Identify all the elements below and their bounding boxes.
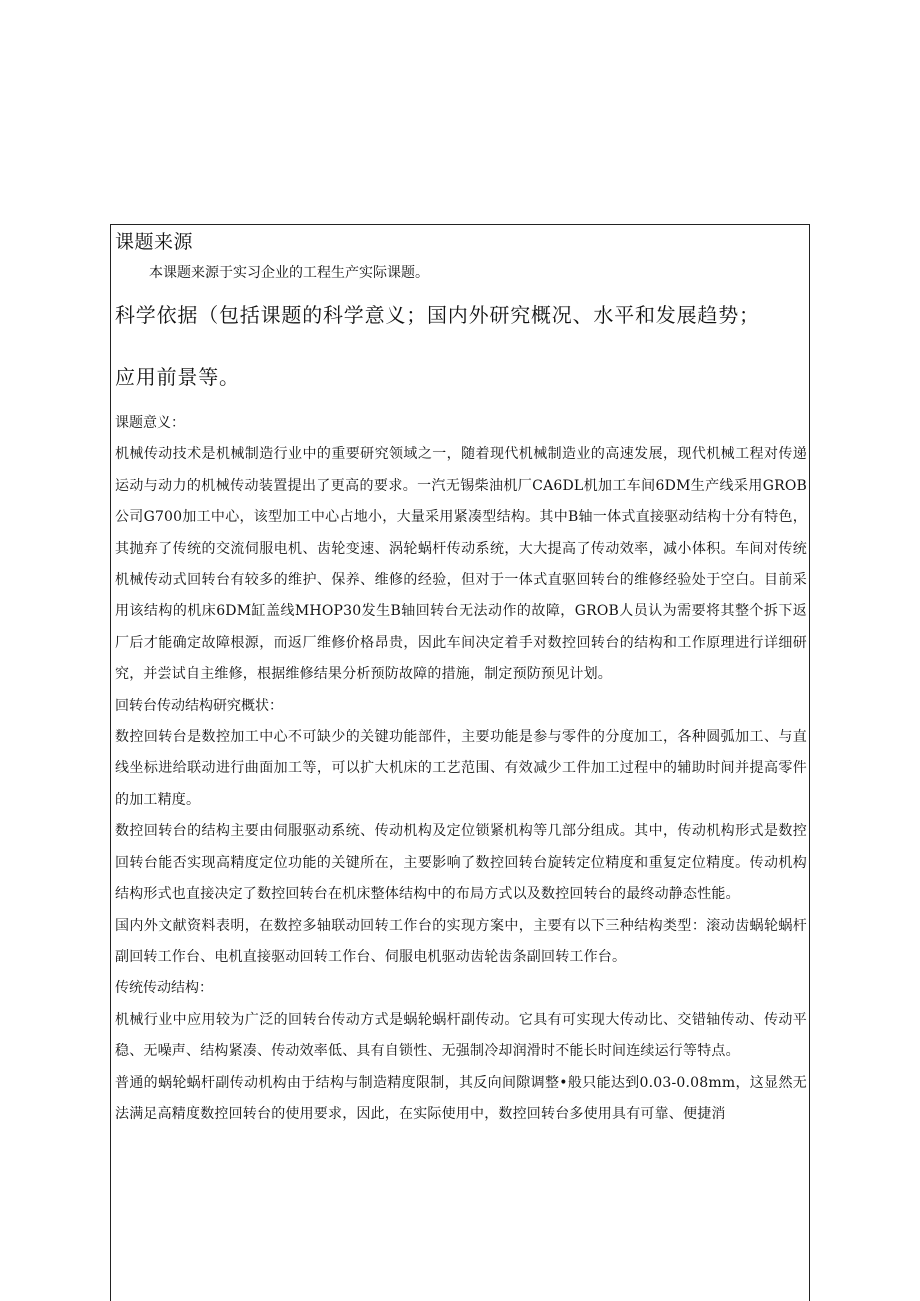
- traditional-paragraph-2: 普通的蜗轮蜗杆副传动机构由于结构与制造精度限制，其反向间隙调整•般只能达到0.03-0.08mm，这显然无法满足高精度数控回转台的使用要求，因此，在实际使用中，数控回转台多使用具有可靠、便捷消: [115, 1074, 807, 1122]
- report-table-cell: [110, 224, 810, 1301]
- status-label: 回转台传动结构研究概状：: [115, 697, 283, 714]
- significance-label: 课题意义：: [115, 415, 185, 431]
- status-paragraph-3: 国内外文献资料表明，在数控多轴联动回转工作台的实现方案中，主要有以下三种结构类型：滚动齿蜗轮蜗杆副回转工作台、电机直接驱动回转工作台、伺服电机驱动齿轮齿条副回转工作台。: [115, 917, 807, 965]
- significance-paragraph: 机械传动技术是机械制造行业中的重要研究领域之一，随着现代机械制造业的高速发展，现代机械工程对传递运动与动力的机械传动装置提出了更高的要求。一汽无锡柴油机厂CA6DL机加工车间6DM生产线采用GROB公司G700加工中心，该型加工中心占地小，大量采用紧凑型结构。其中B轴一体式直接驱动结构十分有特色，其抛弃了传统的交流伺服电机、齿轮变速、涡轮蜗杆传动系统，大大提高了传动效率，减小体积。车间对传统机械传动式回转台有较多的维护、保养、维修的经验，但对于一体式直驱回转台的维修经验处于空白。目前采用该结构的机床6DM缸盖线MHOP30发生B轴回转台无法动作的故障，GROB人员认为需要将其整个拆下返厂后才能确定故障根源，而返厂维修价格昂贵，因此车间决定着手对数控回转台的结构和工作原理进行详细研究，并尝试自主维修，根据维修结果分析预防故障的措施，制定预防预见计划。: [115, 446, 807, 683]
- traditional-paragraph-1: 机械行业中应用较为广泛的回转台传动方式是蜗轮蜗杆副传动。它具有可实现大传动比、交错轴传动、传动平稳、无噪声、结构紧凑、传动效率低、具有自锁性、无强制冷却润滑时不能长时间连续运行等特点。: [115, 1011, 807, 1060]
- report-content: [111, 226, 809, 1130]
- source-heading: 课题来源: [115, 231, 194, 253]
- basis-heading: 科学依据（包括课题的科学意义；国内外研究概况、水平和发展趋势；应用前景等。: [115, 303, 760, 389]
- source-body: 本课题来源于实习企业的工程生产实际课题。: [149, 265, 429, 281]
- traditional-label: 传统传动结构：: [115, 980, 213, 997]
- status-paragraph-2: 数控回转台的结构主要由伺服驱动系统、传动机构及定位锁紧机构等几部分组成。其中，传动机构形式是数控回转台能否实现高精度定位功能的关键所在，主要影响了数控回转台旋转定位精度和重复定位精度。传动机构结构形式也直接决定了数控回转台在机床整体结构中的布局方式以及数控回转台的最终动静态性能。: [115, 823, 807, 903]
- status-paragraph-1: 数控回转台是数控加工中心不可缺少的关键功能部件，主要功能是参与零件的分度加工，各种圆弧加工、与直线坐标进给联动进行曲面加工等，可以扩大机床的工艺范围、有效减少工件加工过程中的辅助时间并提高零件的加工精度。: [115, 729, 807, 808]
